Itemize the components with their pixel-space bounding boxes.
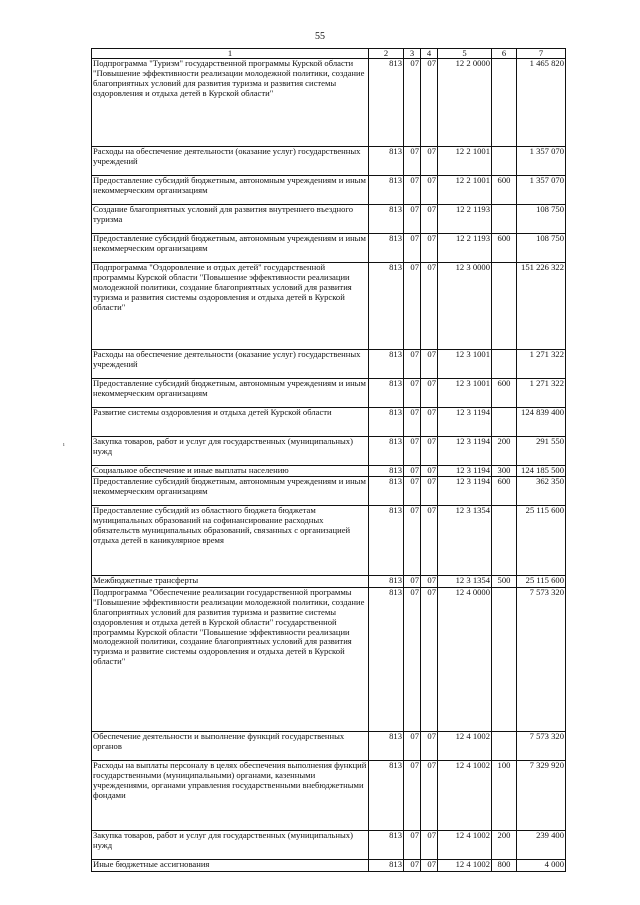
subsection-cell: 07: [421, 234, 438, 263]
expense-type-cell: 600: [492, 477, 517, 506]
grbs-cell: 813: [369, 576, 404, 588]
row-name-cell: Предоставление субсидий бюджетным, автономным учреждениям и иным некоммерческим организациям: [92, 477, 369, 506]
grbs-cell: 813: [369, 437, 404, 466]
subsection-cell: 07: [421, 205, 438, 234]
amount-cell: 239 400: [517, 831, 566, 860]
expense-type-cell: [492, 59, 517, 147]
expense-type-cell: [492, 506, 517, 576]
target-article-cell: 12 3 1001: [438, 379, 492, 408]
amount-cell: 291 550: [517, 437, 566, 466]
expense-type-cell: [492, 732, 517, 761]
subsection-cell: 07: [421, 860, 438, 872]
section-cell: 07: [404, 147, 421, 176]
row-name-cell: Подпрограмма "Оздоровление и отдых детей" государственной программы Курской области "Повышение эффективности реализации молодежной политики, создание благоприятных условий для развития туризма и развития системы оздоровления и отдыха детей в Курской области": [92, 263, 369, 350]
section-cell: 07: [404, 205, 421, 234]
amount-cell: 1 465 820: [517, 59, 566, 147]
table-row: [92, 860, 566, 872]
target-article-cell: 12 2 1193: [438, 234, 492, 263]
section-cell: 07: [404, 831, 421, 860]
subsection-cell: 07: [421, 477, 438, 506]
row-name-cell: Расходы на обеспечение деятельности (оказание услуг) государственных учреждений: [92, 147, 369, 176]
grbs-cell: 813: [369, 588, 404, 732]
target-article-cell: 12 2 0000: [438, 59, 492, 147]
grbs-cell: 813: [369, 761, 404, 831]
page-number: 55: [315, 31, 325, 42]
row-name-cell: Расходы на обеспечение деятельности (оказание услуг) государственных учреждений: [92, 350, 369, 379]
section-cell: 07: [404, 477, 421, 506]
subsection-cell: 07: [421, 379, 438, 408]
target-article-cell: 12 3 0000: [438, 263, 492, 350]
budget-table: [91, 48, 566, 872]
header-cell: 2: [369, 49, 404, 59]
subsection-cell: 07: [421, 437, 438, 466]
amount-cell: 7 573 320: [517, 732, 566, 761]
section-cell: 07: [404, 860, 421, 872]
expense-type-cell: 100: [492, 761, 517, 831]
target-article-cell: 12 4 1002: [438, 732, 492, 761]
section-cell: 07: [404, 350, 421, 379]
table-row: [92, 732, 566, 761]
amount-cell: 1 357 070: [517, 147, 566, 176]
expense-type-cell: 300: [492, 466, 517, 477]
grbs-cell: 813: [369, 263, 404, 350]
grbs-cell: 813: [369, 408, 404, 437]
grbs-cell: 813: [369, 477, 404, 506]
amount-cell: 1 271 322: [517, 350, 566, 379]
grbs-cell: 813: [369, 176, 404, 205]
target-article-cell: 12 3 1001: [438, 350, 492, 379]
target-article-cell: 12 2 1001: [438, 147, 492, 176]
subsection-cell: 07: [421, 408, 438, 437]
target-article-cell: 12 3 1194: [438, 408, 492, 437]
expense-type-cell: 200: [492, 437, 517, 466]
row-name-cell: Межбюджетные трансферты: [92, 576, 369, 588]
table-row: [92, 437, 566, 466]
amount-cell: 7 329 920: [517, 761, 566, 831]
section-cell: 07: [404, 588, 421, 732]
section-cell: 07: [404, 263, 421, 350]
row-name-cell: Иные бюджетные ассигнования: [92, 860, 369, 872]
row-name-cell: Предоставление субсидий из областного бюджета бюджетам муниципальных образований на софинансирование расходных обязательств муниципальных образований, связанных с организацией отдыха детей в каникулярное время: [92, 506, 369, 576]
grbs-cell: 813: [369, 506, 404, 576]
header-cell: 6: [492, 49, 517, 59]
amount-cell: 124 839 400: [517, 408, 566, 437]
section-cell: 07: [404, 732, 421, 761]
target-article-cell: 12 4 0000: [438, 588, 492, 732]
header-cell: 7: [517, 49, 566, 59]
grbs-cell: 813: [369, 466, 404, 477]
header-cell: 3: [404, 49, 421, 59]
row-name-cell: Предоставление субсидий бюджетным, автономным учреждениям и иным некоммерческим организациям: [92, 234, 369, 263]
row-name-cell: Подпрограмма "Туризм" государственной программы Курской области "Повышение эффективности реализации молодежной политики, создание благоприятных условий для развития туризма и развития системы оздоровления и отдыха детей в Курской области": [92, 59, 369, 147]
table-row: [92, 176, 566, 205]
target-article-cell: 12 3 1194: [438, 477, 492, 506]
table-row: [92, 234, 566, 263]
table-row: [92, 477, 566, 506]
subsection-cell: 07: [421, 506, 438, 576]
section-cell: 07: [404, 379, 421, 408]
section-cell: 07: [404, 466, 421, 477]
table-row: [92, 147, 566, 176]
expense-type-cell: 500: [492, 576, 517, 588]
subsection-cell: 07: [421, 176, 438, 205]
row-name-cell: Социальное обеспечение и иные выплаты населению: [92, 466, 369, 477]
subsection-cell: 07: [421, 576, 438, 588]
target-article-cell: 12 4 1002: [438, 831, 492, 860]
table-row: [92, 263, 566, 350]
grbs-cell: 813: [369, 234, 404, 263]
amount-cell: 151 226 322: [517, 263, 566, 350]
section-cell: 07: [404, 761, 421, 831]
margin-mark: ı: [63, 442, 65, 448]
amount-cell: 362 350: [517, 477, 566, 506]
table-row: [92, 506, 566, 576]
subsection-cell: 07: [421, 732, 438, 761]
section-cell: 07: [404, 506, 421, 576]
amount-cell: 25 115 600: [517, 576, 566, 588]
subsection-cell: 07: [421, 588, 438, 732]
column-number-header: [92, 49, 566, 59]
target-article-cell: 12 4 1002: [438, 761, 492, 831]
row-name-cell: Расходы на выплаты персоналу в целях обеспечения выполнения функций государственными (муниципальными) органами, казенными учреждениями, органами управления государственными внебюджетными фондами: [92, 761, 369, 831]
amount-cell: 1 271 322: [517, 379, 566, 408]
row-name-cell: Предоставление субсидий бюджетным, автономным учреждениям и иным некоммерческим организациям: [92, 176, 369, 205]
section-cell: 07: [404, 576, 421, 588]
table-row: [92, 408, 566, 437]
amount-cell: 4 000: [517, 860, 566, 872]
table-row: [92, 831, 566, 860]
amount-cell: 124 185 500: [517, 466, 566, 477]
table-row: [92, 59, 566, 147]
amount-cell: 7 573 320: [517, 588, 566, 732]
row-name-cell: Предоставление субсидий бюджетным, автономным учреждениям и иным некоммерческим организациям: [92, 379, 369, 408]
grbs-cell: 813: [369, 831, 404, 860]
header-cell: 4: [421, 49, 438, 59]
subsection-cell: 07: [421, 350, 438, 379]
grbs-cell: 813: [369, 350, 404, 379]
target-article-cell: 12 3 1194: [438, 437, 492, 466]
expense-type-cell: [492, 408, 517, 437]
subsection-cell: 07: [421, 59, 438, 147]
section-cell: 07: [404, 59, 421, 147]
table-row: [92, 466, 566, 477]
subsection-cell: 07: [421, 761, 438, 831]
section-cell: 07: [404, 408, 421, 437]
expense-type-cell: 600: [492, 234, 517, 263]
row-name-cell: Подпрограмма "Обеспечение реализации государственной программы "Повышение эффективности реализации молодежной политики, создание благоприятных условий для развития туризма и развитие системы оздоровления и отдыха детей в Курской области" государственной программы Курской области "Повышение эффективности реализации молодежной политики, создание благоприятных условий для развития туризма и развитие системы оздоровления и отдыха детей в Курской области": [92, 588, 369, 732]
table-row: [92, 379, 566, 408]
row-name-cell: Создание благоприятных условий для развития внутреннего въездного туризма: [92, 205, 369, 234]
target-article-cell: 12 2 1193: [438, 205, 492, 234]
row-name-cell: Обеспечение деятельности и выполнение функций государственных органов: [92, 732, 369, 761]
expense-type-cell: 600: [492, 379, 517, 408]
expense-type-cell: 600: [492, 176, 517, 205]
target-article-cell: 12 3 1354: [438, 506, 492, 576]
section-cell: 07: [404, 176, 421, 205]
subsection-cell: 07: [421, 466, 438, 477]
expense-type-cell: [492, 350, 517, 379]
grbs-cell: 813: [369, 147, 404, 176]
expense-type-cell: [492, 147, 517, 176]
row-name-cell: Закупка товаров, работ и услуг для государственных (муниципальных) нужд: [92, 831, 369, 860]
expense-type-cell: [492, 205, 517, 234]
grbs-cell: 813: [369, 860, 404, 872]
subsection-cell: 07: [421, 263, 438, 350]
grbs-cell: 813: [369, 732, 404, 761]
target-article-cell: 12 3 1354: [438, 576, 492, 588]
amount-cell: 108 750: [517, 234, 566, 263]
row-name-cell: Закупка товаров, работ и услуг для государственных (муниципальных) нужд: [92, 437, 369, 466]
subsection-cell: 07: [421, 831, 438, 860]
grbs-cell: 813: [369, 205, 404, 234]
table-row: [92, 576, 566, 588]
table-row: [92, 205, 566, 234]
target-article-cell: 12 4 1002: [438, 860, 492, 872]
target-article-cell: 12 2 1001: [438, 176, 492, 205]
header-cell: 1: [92, 49, 369, 59]
amount-cell: 108 750: [517, 205, 566, 234]
table-row: [92, 588, 566, 732]
subsection-cell: 07: [421, 147, 438, 176]
amount-cell: 25 115 600: [517, 506, 566, 576]
expense-type-cell: [492, 588, 517, 732]
expense-type-cell: 200: [492, 831, 517, 860]
section-cell: 07: [404, 437, 421, 466]
table-row: [92, 350, 566, 379]
grbs-cell: 813: [369, 59, 404, 147]
table-row: [92, 761, 566, 831]
section-cell: 07: [404, 234, 421, 263]
header-cell: 5: [438, 49, 492, 59]
expense-type-cell: 800: [492, 860, 517, 872]
row-name-cell: Развитие системы оздоровления и отдыха детей Курской области: [92, 408, 369, 437]
amount-cell: 1 357 070: [517, 176, 566, 205]
expense-type-cell: [492, 263, 517, 350]
target-article-cell: 12 3 1194: [438, 466, 492, 477]
grbs-cell: 813: [369, 379, 404, 408]
